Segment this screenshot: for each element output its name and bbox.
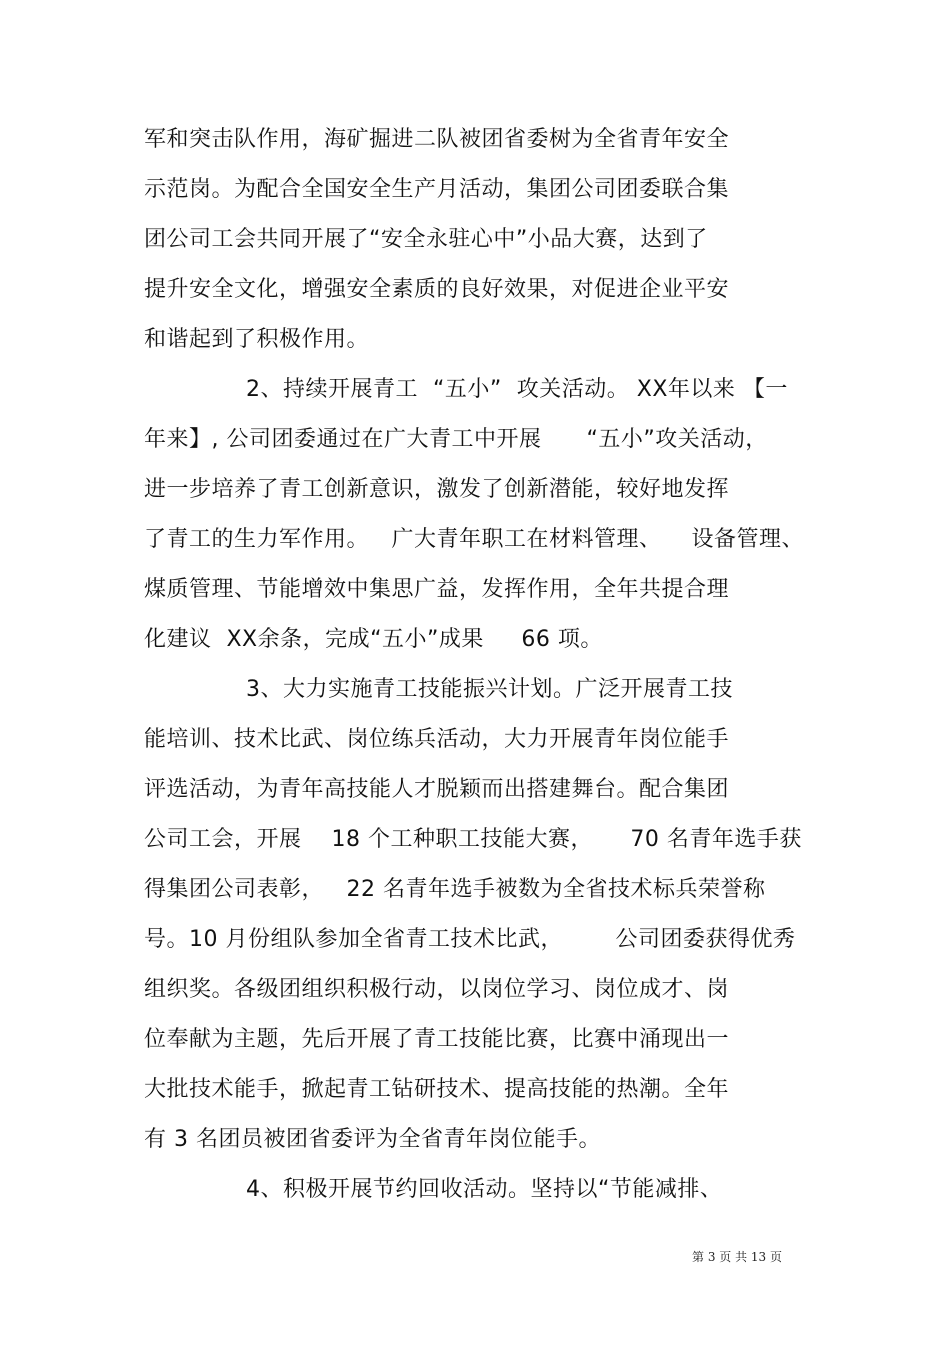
text-line-13: 能培训、技术比武、岗位练兵活动，大力开展青年岗位能手 [144, 727, 730, 752]
page-footer: 第 3 页 共 13 页 [692, 1250, 782, 1264]
text-line-20: 大批技术能手，掀起青工钻研技术、提高技能的热潮。全年 [144, 1077, 730, 1102]
text-line-22: 4、积极开展节约回收活动。坚持以“节能减排、 [246, 1177, 723, 1202]
text-line-16: 得集团公司表彰， 22 名青年选手被数为全省技术标兵荣誉称 [144, 877, 766, 902]
text-line-11: 化建议 XX余条，完成“五小”成果 66 项。 [144, 627, 603, 652]
text-line-15: 公司工会，开展 18 个工种职工技能大赛， 70 名青年选手获 [144, 827, 802, 852]
text-line-7: 年来】, 公司团委通过在广大青工中开展 “五小”攻关活动， [144, 427, 768, 452]
text-line-3: 团公司工会共同开展了“安全永驻心中”小品大赛，达到了 [144, 227, 708, 252]
text-line-17: 号。10 月份组队参加全省青工技术比武， 公司团委获得优秀 [144, 927, 796, 952]
text-line-5: 和谐起到了积极作用。 [144, 327, 370, 352]
text-line-18: 组织奖。各级团组织积极行动，以岗位学习、岗位成才、岗 [144, 977, 730, 1002]
text-line-21: 有 3 名团员被团省委评为全省青年岗位能手。 [144, 1127, 601, 1152]
text-line-8: 进一步培养了青工创新意识，激发了创新潜能，较好地发挥 [144, 477, 730, 502]
text-line-12: 3、大力实施青工技能振兴计划。广泛开展青工技 [246, 677, 733, 702]
text-line-19: 位奉献为主题，先后开展了青工技能比赛，比赛中涌现出一 [144, 1027, 730, 1052]
text-line-2: 示范岗。为配合全国安全生产月活动，集团公司团委联合集 [144, 177, 730, 202]
text-line-14: 评选活动，为青年高技能人才脱颖而出搭建舞台。配合集团 [144, 777, 730, 802]
text-line-4: 提升安全文化，增强安全素质的良好效果，对促进企业平安 [144, 277, 730, 302]
text-line-6: 2、持续开展青工 “五小” 攻关活动。 XX年以来 【一 [246, 377, 788, 402]
text-line-10: 煤质管理、节能增效中集思广益，发挥作用，全年共提合理 [144, 577, 730, 602]
text-line-1: 军和突击队作用，海矿掘进二队被团省委树为全省青年安全 [144, 127, 730, 152]
text-line-9: 了青工的生力军作用。 广大青年职工在材料管理、 设备管理、 [144, 527, 804, 552]
